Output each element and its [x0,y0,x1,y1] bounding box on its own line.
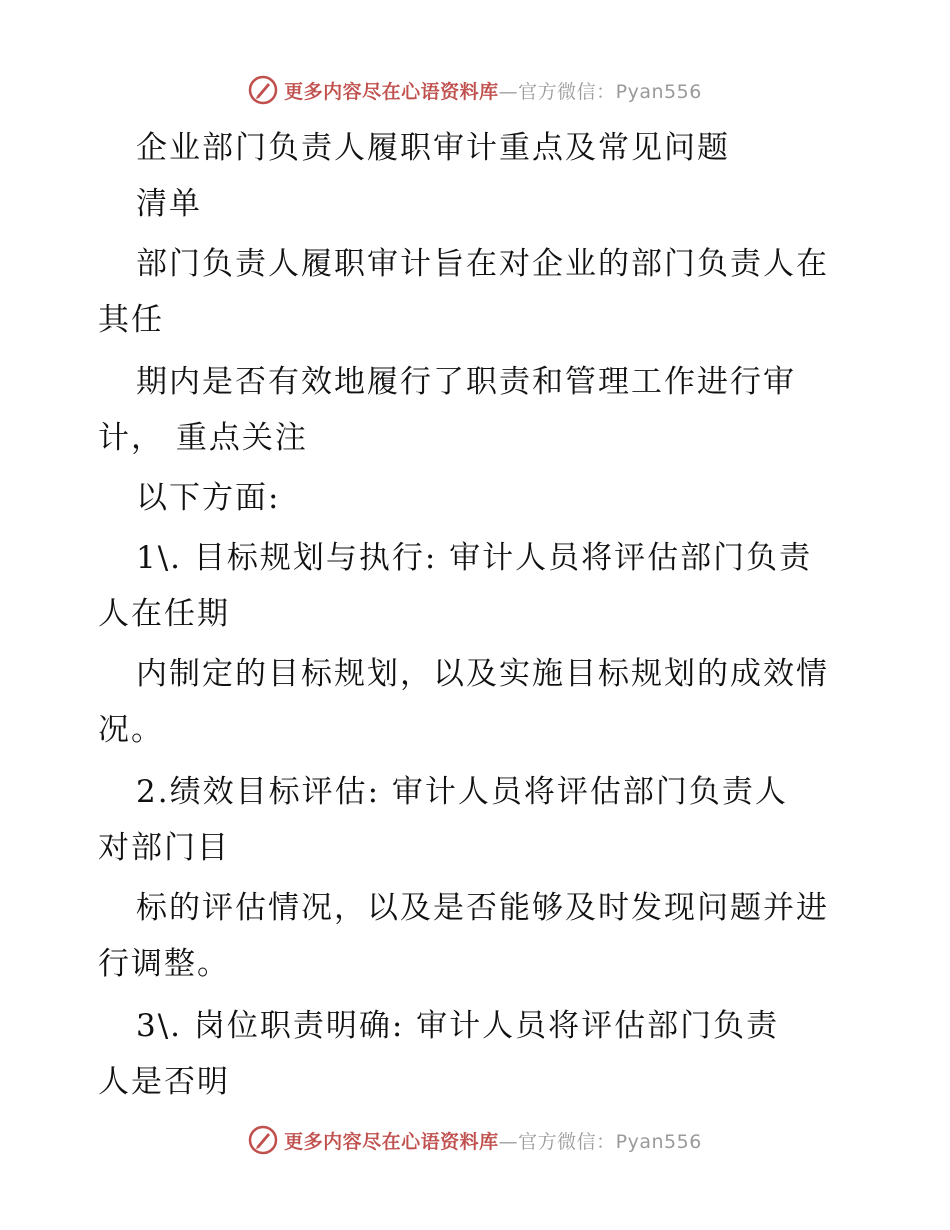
list-item-line: 3\. 岗位职责明确: 审计人员将评估部门负责 [136,1008,780,1044]
paragraph-line: 部门负责人履职审计旨在对企业的部门负责人在 [136,246,829,282]
quill-logo-icon [248,1125,278,1155]
list-item-line: 2.绩效目标评估: 审计人员将评估部门负责人 [136,774,788,810]
doc-title-line-2: 清单 [136,186,202,222]
watermark-footer [0,1120,950,1160]
list-item-line: 标的评估情况，以及是否能够及时发现问题并进 [136,890,829,926]
paragraph-line: 其任 [98,302,164,338]
list-item-line: 内制定的目标规划，以及实施目标规划的成效情 [136,656,829,692]
paragraph-line: 期内是否有效地履行了职责和管理工作进行审 [136,364,796,400]
list-item-line: 人在任期 [98,596,230,632]
paragraph-line: 以下方面: [136,480,281,516]
list-item-line: 况。 [98,712,164,748]
list-item-line: 1\. 目标规划与执行: 审计人员将评估部门负责 [136,540,813,576]
watermark-text: 更多内容尽在心语资料库—官方微信：Pyan556 [284,80,702,103]
list-item-line: 对部门目 [98,830,230,866]
list-item-line: 人是否明 [98,1064,230,1100]
doc-title-line-1: 企业部门负责人履职审计重点及常见问题 [136,130,730,166]
list-item-line: 行调整。 [98,946,230,982]
paragraph-line: 计， 重点关注 [98,420,308,456]
watermark-text: 更多内容尽在心语资料库—官方微信：Pyan556 [284,1130,702,1153]
watermark-header [0,70,950,110]
quill-logo-icon [248,75,278,105]
